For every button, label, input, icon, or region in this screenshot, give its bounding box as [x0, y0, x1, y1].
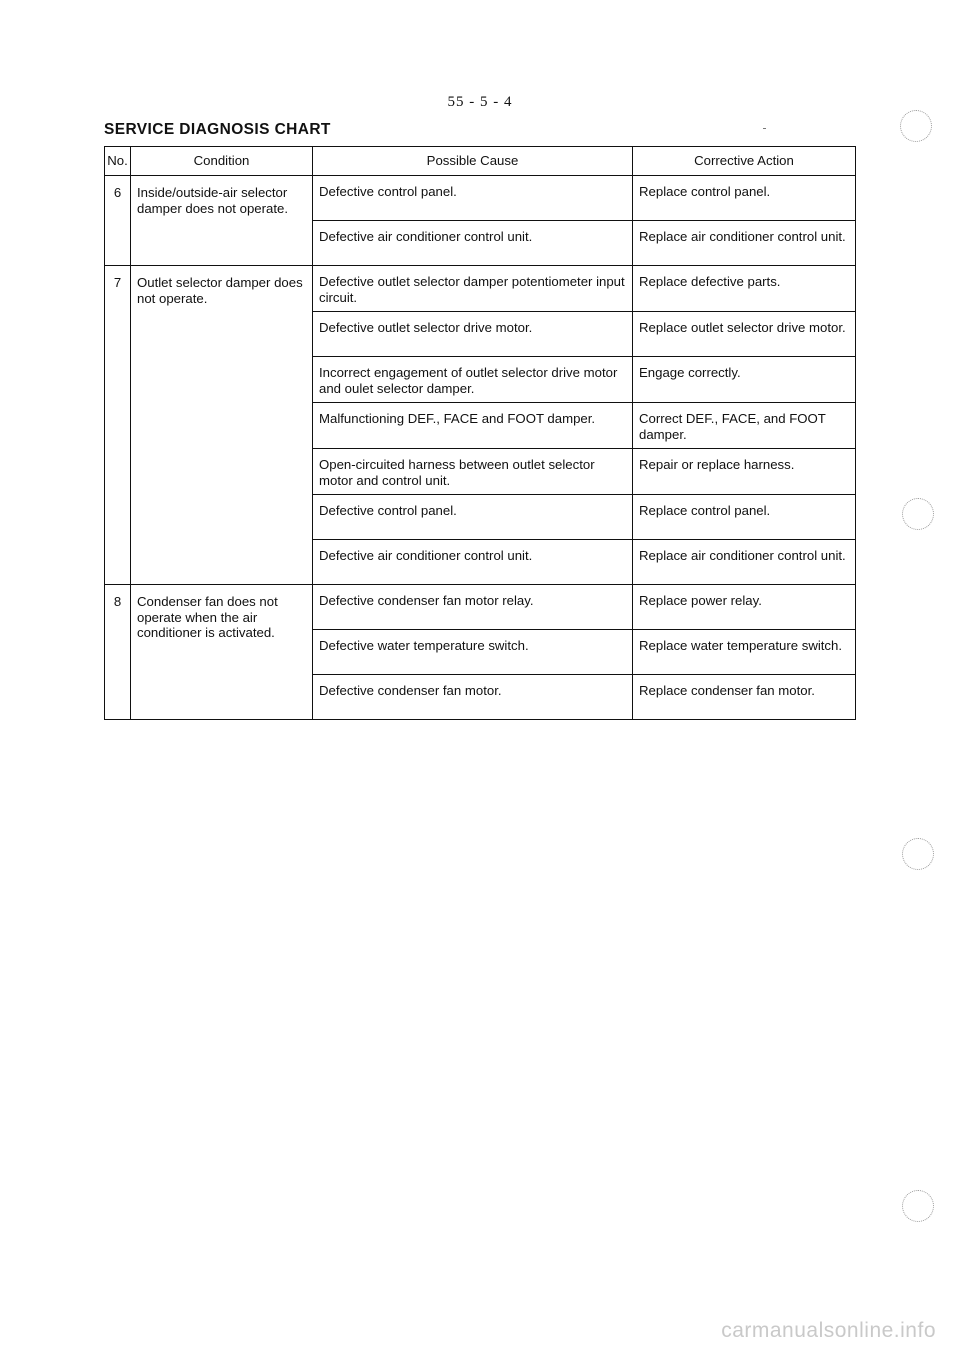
- binder-hole-mark: [902, 1190, 934, 1222]
- corrective-action-cell: Repair or replace harness.: [633, 449, 856, 495]
- possible-cause-cell: Incorrect engagement of outlet selector drive motor and oulet selector damper.: [313, 357, 633, 403]
- corrective-action-cell: Replace water temperature switch.: [633, 630, 856, 675]
- table-body: [105, 176, 856, 720]
- possible-cause-cell: Defective condenser fan motor relay.: [313, 585, 633, 630]
- possible-cause-cell: Open-circuited harness between outlet selector motor and control unit.: [313, 449, 633, 495]
- corrective-action-cell: Replace defective parts.: [633, 266, 856, 312]
- service-diagnosis-table: [104, 146, 856, 720]
- corrective-action-cell: Replace control panel.: [633, 495, 856, 540]
- table-row: [105, 176, 856, 221]
- possible-cause-cell: Defective air conditioner control unit.: [313, 221, 633, 266]
- corrective-action-cell: Replace air conditioner control unit.: [633, 540, 856, 585]
- header-condition: Condition: [131, 147, 313, 176]
- item-number: 8: [105, 585, 131, 720]
- corrective-action-cell: Replace condenser fan motor.: [633, 675, 856, 720]
- header-possible-cause: Possible Cause: [313, 147, 633, 176]
- corrective-action-cell: Replace power relay.: [633, 585, 856, 630]
- scan-mark: [763, 128, 766, 129]
- table-row: [105, 266, 856, 312]
- corrective-action-cell: Replace control panel.: [633, 176, 856, 221]
- condition-cell: Inside/outside-air selector damper does not operate.: [131, 176, 313, 266]
- page-number: 55 - 5 - 4: [447, 94, 513, 110]
- possible-cause-cell: Malfunctioning DEF., FACE and FOOT damper.: [313, 403, 633, 449]
- corrective-action-cell: Replace outlet selector drive motor.: [633, 312, 856, 357]
- binder-hole-mark: [900, 110, 932, 142]
- possible-cause-cell: Defective control panel.: [313, 495, 633, 540]
- possible-cause-cell: Defective control panel.: [313, 176, 633, 221]
- corrective-action-cell: Correct DEF., FACE, and FOOT damper.: [633, 403, 856, 449]
- binder-hole-mark: [902, 498, 934, 530]
- possible-cause-cell: Defective condenser fan motor.: [313, 675, 633, 720]
- watermark: carmanualsonline.info: [721, 1319, 936, 1342]
- item-number: 6: [105, 176, 131, 266]
- table-row: [105, 585, 856, 630]
- header-corrective-action: Corrective Action: [633, 147, 856, 176]
- item-number: 7: [105, 266, 131, 585]
- possible-cause-cell: Defective air conditioner control unit.: [313, 540, 633, 585]
- binder-hole-mark: [902, 838, 934, 870]
- chart-title: SERVICE DIAGNOSIS CHART: [104, 121, 331, 138]
- possible-cause-cell: Defective outlet selector damper potentiometer input circuit.: [313, 266, 633, 312]
- possible-cause-cell: Defective water temperature switch.: [313, 630, 633, 675]
- corrective-action-cell: Replace air conditioner control unit.: [633, 221, 856, 266]
- condition-cell: Outlet selector damper does not operate.: [131, 266, 313, 585]
- corrective-action-cell: Engage correctly.: [633, 357, 856, 403]
- condition-cell: Condenser fan does not operate when the air conditioner is activated.: [131, 585, 313, 720]
- possible-cause-cell: Defective outlet selector drive motor.: [313, 312, 633, 357]
- header-no: No.: [105, 147, 131, 176]
- table-header-row: [105, 147, 856, 176]
